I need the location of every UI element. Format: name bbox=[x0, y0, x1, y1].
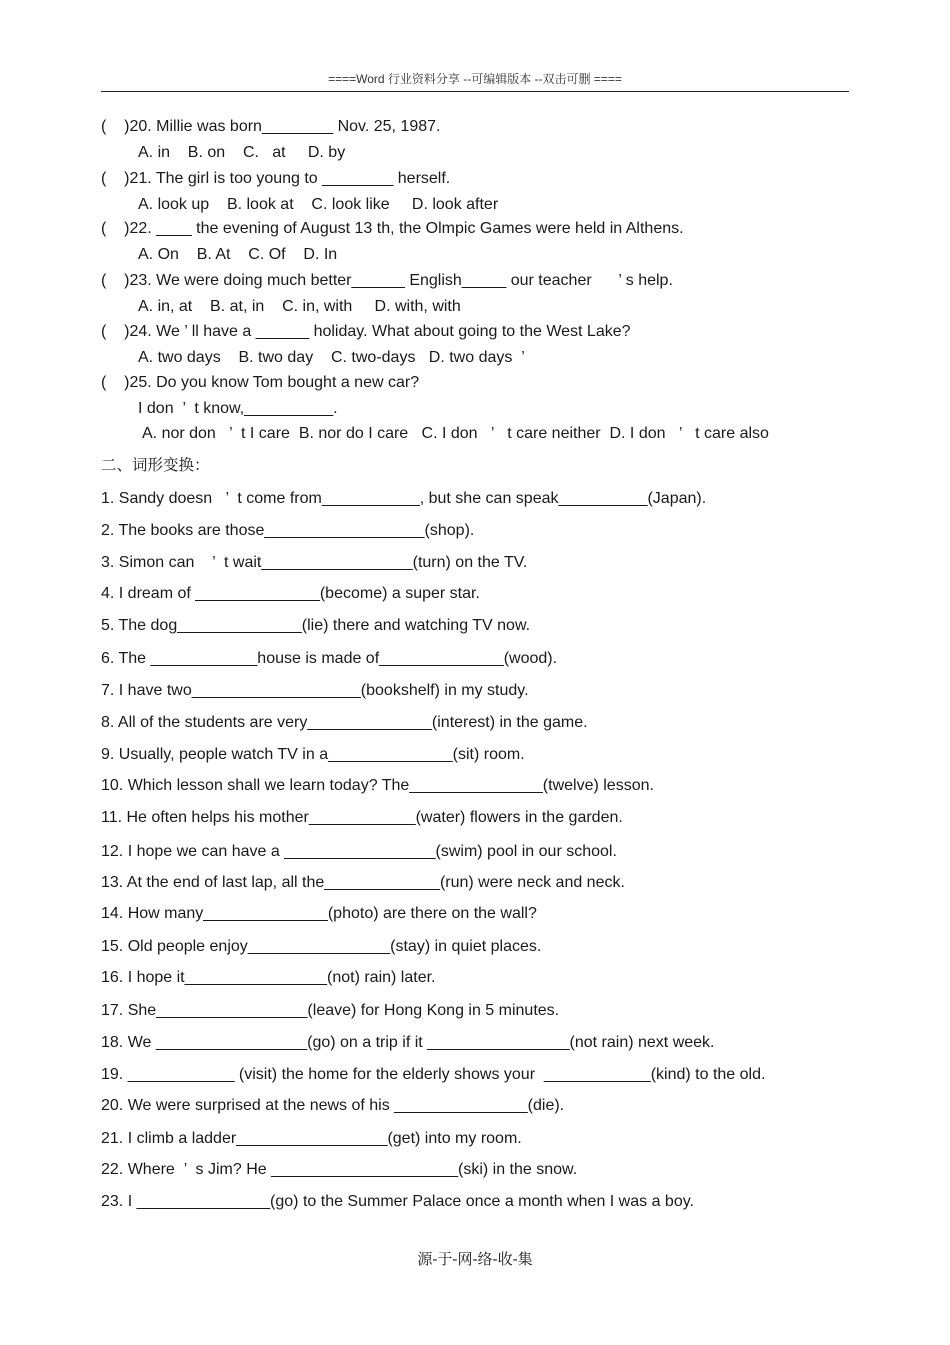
word-form-10: 10. Which lesson shall we learn today? The_______________(twelve) lesson. bbox=[101, 777, 654, 794]
question-20: ( )20. Millie was born________ Nov. 25, 1987. bbox=[101, 118, 441, 135]
question-25: ( )25. Do you know Tom bought a new car? bbox=[101, 374, 420, 391]
word-form-4: 4. I dream of ______________(become) a super star. bbox=[101, 585, 480, 602]
word-form-22: 22. Where ’ s Jim? He _____________________(ski) in the snow. bbox=[101, 1161, 578, 1178]
page-footer: 源-于-网-络-收-集 bbox=[417, 1250, 533, 1268]
word-form-11: 11. He often helps his mother____________(water) flowers in the garden. bbox=[101, 809, 623, 826]
header-divider bbox=[101, 91, 849, 92]
options-21: A. look up B. look at C. look like D. look after bbox=[138, 196, 499, 213]
word-form-2: 2. The books are those__________________(shop). bbox=[101, 522, 475, 539]
section-title: 二、词形变换： bbox=[101, 456, 210, 474]
word-form-20: 20. We were surprised at the news of his _______________(die). bbox=[101, 1097, 565, 1114]
question-24: ( )24. We ’ ll have a ______ holiday. What about going to the West Lake? bbox=[101, 323, 631, 340]
question-21: ( )21. The girl is too young to ________ herself. bbox=[101, 170, 451, 187]
options-20: A. in B. on C. at D. by bbox=[138, 144, 346, 161]
word-form-6: 6. The ____________house is made of______________(wood). bbox=[101, 650, 558, 667]
word-form-7: 7. I have two___________________(bookshelf) in my study. bbox=[101, 682, 529, 699]
word-form-21: 21. I climb a ladder_________________(get) into my room. bbox=[101, 1130, 522, 1147]
word-form-8: 8. All of the students are very______________(interest) in the game. bbox=[101, 714, 588, 731]
options-23: A. in, at B. at, in C. in, with D. with, with bbox=[138, 298, 461, 315]
word-form-1: 1. Sandy doesn ’ t come from___________, but she can speak__________(Japan). bbox=[101, 490, 707, 507]
word-form-13: 13. At the end of last lap, all the_____________(run) were neck and neck. bbox=[101, 874, 625, 891]
options-24: A. two days B. two day C. two-days D. two days ’ bbox=[138, 349, 525, 366]
question-22: ( )22. ____ the evening of August 13 th, the Olmpic Games were held in Althens. bbox=[101, 220, 684, 237]
word-form-18: 18. We _________________(go) on a trip if it ________________(not rain) next week. bbox=[101, 1034, 715, 1051]
word-form-3: 3. Simon can ’ t wait_________________(turn) on the TV. bbox=[101, 554, 528, 571]
options-22: A. On B. At C. Of D. In bbox=[138, 246, 338, 263]
word-form-16: 16. I hope it________________(not) rain) later. bbox=[101, 969, 436, 986]
word-form-5: 5. The dog______________(lie) there and watching TV now. bbox=[101, 617, 531, 634]
question-23: ( )23. We were doing much better______ English_____ our teacher ’ s help. bbox=[101, 272, 673, 289]
word-form-9: 9. Usually, people watch TV in a______________(sit) room. bbox=[101, 746, 525, 763]
word-form-23: 23. I _______________(go) to the Summer Palace once a month when I was a boy. bbox=[101, 1193, 694, 1210]
page-header: ====Word 行业资料分享 --可编辑版本 --双击可删 ==== bbox=[328, 72, 622, 86]
word-form-12: 12. I hope we can have a _________________(swim) pool in our school. bbox=[101, 843, 617, 860]
options-25: A. nor don ’ t I care B. nor do I care C. I don ’ t care neither D. I don ’ t care also bbox=[142, 425, 769, 442]
word-form-15: 15. Old people enjoy________________(stay) in quiet places. bbox=[101, 938, 542, 955]
word-form-17: 17. She_________________(leave) for Hong Kong in 5 minutes. bbox=[101, 1002, 560, 1019]
word-form-14: 14. How many______________(photo) are there on the wall? bbox=[101, 905, 537, 922]
answer-25: I don ’ t know,__________. bbox=[138, 400, 338, 417]
word-form-19: 19. ____________ (visit) the home for the elderly shows your ____________(kind) to the old. bbox=[101, 1066, 766, 1083]
